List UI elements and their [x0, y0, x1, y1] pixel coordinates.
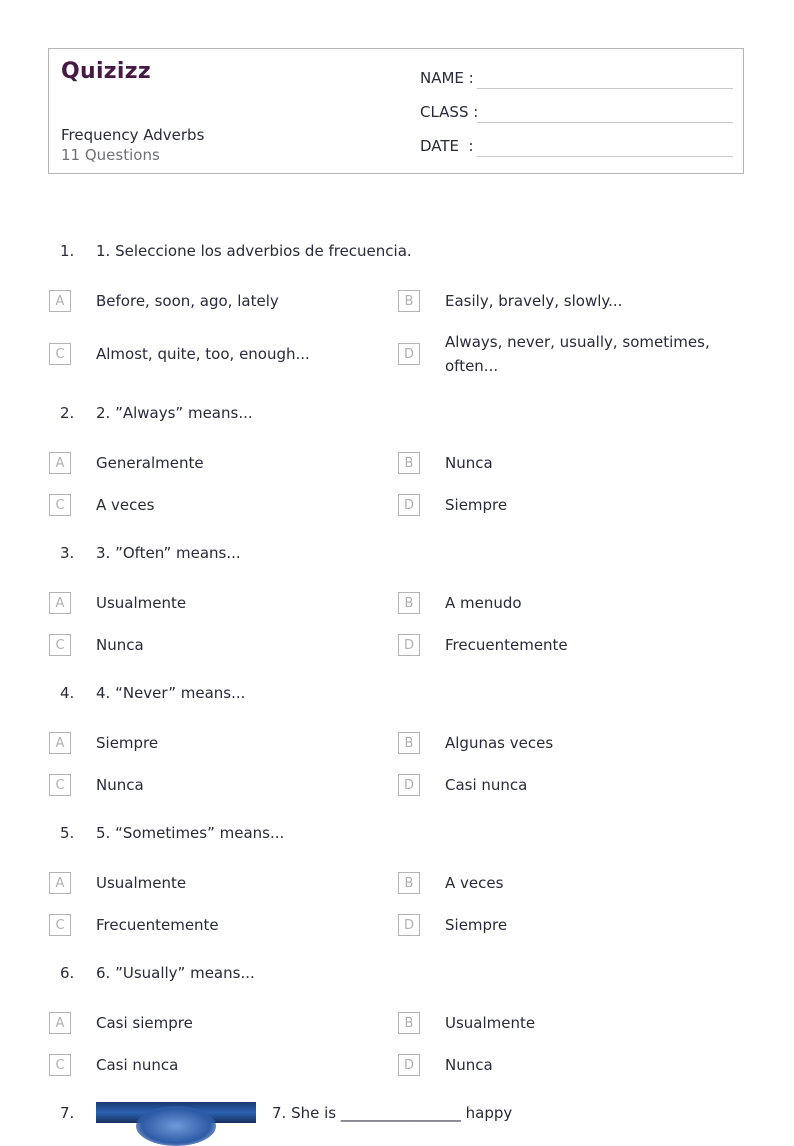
question-number: 6. [60, 964, 75, 982]
option-a-text: Generalmente [96, 454, 204, 472]
question-image [96, 1102, 256, 1123]
question-number: 1. [60, 242, 75, 260]
option-a-box[interactable]: A [49, 732, 71, 754]
quizizz-logo: Quizizz [61, 59, 151, 84]
question-number: 3. [60, 544, 75, 562]
option-a-text: Before, soon, ago, lately [96, 292, 279, 310]
option-d-box[interactable]: D [398, 774, 420, 796]
question-number: 5. [60, 824, 75, 842]
option-b-box[interactable]: B [398, 452, 420, 474]
name-line[interactable] [477, 88, 733, 89]
option-d-box[interactable]: D [398, 494, 420, 516]
option-c-box[interactable]: C [49, 1054, 71, 1076]
option-b-text: Usualmente [445, 1014, 536, 1032]
class-line[interactable] [477, 122, 733, 123]
option-c-box[interactable]: C [49, 634, 71, 656]
date-label: DATE : [420, 137, 474, 155]
question-number: 4. [60, 684, 75, 702]
worksheet-header [48, 48, 744, 174]
option-a-box[interactable]: A [49, 1012, 71, 1034]
question-text: 3. ”Often” means... [96, 544, 241, 562]
question-count: 11 Questions [61, 146, 160, 164]
question-text: 1. Seleccione los adverbios de frecuencia. [96, 242, 412, 260]
option-a-text: Usualmente [96, 594, 187, 612]
option-b-box[interactable]: B [398, 732, 420, 754]
class-label: CLASS : [420, 103, 479, 121]
option-a-box[interactable]: A [49, 452, 71, 474]
question-text: 7. She is ________________ happy [272, 1104, 513, 1122]
option-a-box[interactable]: A [49, 290, 71, 312]
option-a-text: Siempre [96, 734, 159, 752]
option-c-text: A veces [96, 496, 155, 514]
option-a-box[interactable]: A [49, 592, 71, 614]
option-c-box[interactable]: C [49, 774, 71, 796]
option-d-box[interactable]: D [398, 343, 420, 365]
option-c-text: Almost, quite, too, enough... [96, 345, 310, 363]
option-d-text: Casi nunca [445, 776, 528, 794]
option-c-text: Frecuentemente [96, 916, 219, 934]
option-c-text: Nunca [96, 636, 144, 654]
option-d-text: Frecuentemente [445, 636, 568, 654]
quiz-title: Frequency Adverbs [61, 126, 205, 144]
option-b-box[interactable]: B [398, 592, 420, 614]
option-b-text: A menudo [445, 594, 522, 612]
option-d-text: Siempre [445, 916, 508, 934]
option-b-text: A veces [445, 874, 504, 892]
name-label: NAME : [420, 69, 474, 87]
option-c-box[interactable]: C [49, 343, 71, 365]
question-text: 6. ”Usually” means... [96, 964, 255, 982]
option-b-text: Nunca [445, 454, 493, 472]
option-b-box[interactable]: B [398, 1012, 420, 1034]
option-c-box[interactable]: C [49, 914, 71, 936]
option-c-box[interactable]: C [49, 494, 71, 516]
option-d-box[interactable]: D [398, 1054, 420, 1076]
option-a-text: Casi siempre [96, 1014, 193, 1032]
option-a-box[interactable]: A [49, 872, 71, 894]
option-b-box[interactable]: B [398, 290, 420, 312]
question-text: 2. ”Always” means... [96, 404, 253, 422]
option-b-box[interactable]: B [398, 872, 420, 894]
option-c-text: Nunca [96, 776, 144, 794]
option-d-text: Nunca [445, 1056, 493, 1074]
option-a-text: Usualmente [96, 874, 187, 892]
question-number: 2. [60, 404, 75, 422]
option-d-box[interactable]: D [398, 634, 420, 656]
option-b-text: Algunas veces [445, 734, 554, 752]
option-d-text: Always, never, usually, sometimes, often... [445, 333, 710, 375]
question-text: 5. “Sometimes” means... [96, 824, 285, 842]
option-d-box[interactable]: D [398, 914, 420, 936]
question-text: 4. “Never” means... [96, 684, 246, 702]
option-d-text: Siempre [445, 496, 508, 514]
option-c-text: Casi nunca [96, 1056, 179, 1074]
date-line[interactable] [477, 156, 733, 157]
option-b-text: Easily, bravely, slowly... [445, 292, 623, 310]
question-number: 7. [60, 1104, 75, 1122]
